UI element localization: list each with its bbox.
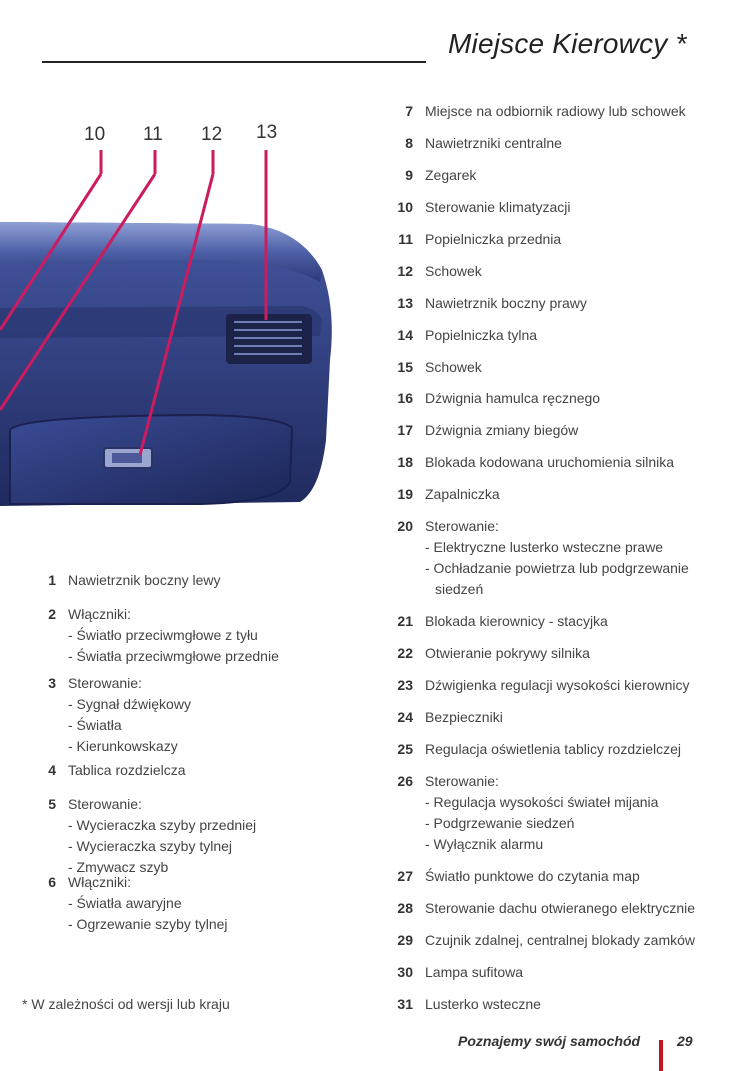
page-number: 29 (677, 1033, 693, 1049)
callout-13: 13 (256, 122, 278, 143)
footnote: * W zależności od wersji lub kraju (22, 996, 230, 1012)
header-rule (42, 61, 426, 63)
callout-10: 10 (84, 124, 106, 145)
callout-12: 12 (201, 124, 223, 145)
section-title: Poznajemy swój samochód (458, 1033, 641, 1049)
page-title: Miejsce Kierowcy * (448, 28, 687, 59)
callout-11: 11 (143, 124, 163, 145)
dashboard-illustration (0, 110, 340, 520)
page-marker-bar (659, 1040, 663, 1071)
